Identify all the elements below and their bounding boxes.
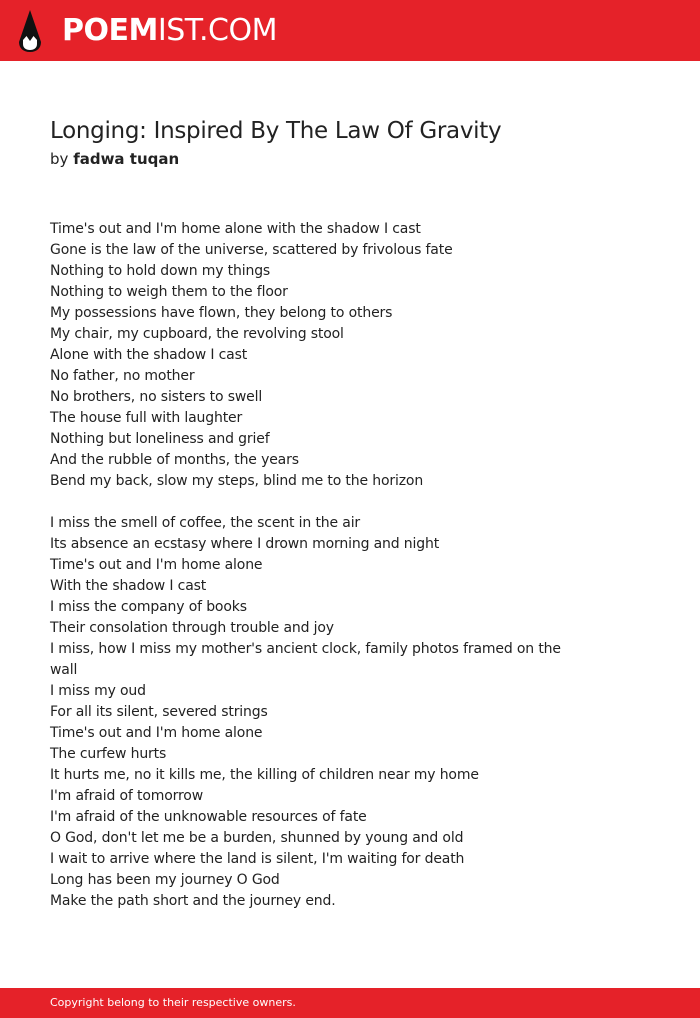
- poem-line: Nothing but loneliness and grief: [50, 431, 270, 447]
- poem-line: Its absence an ecstasy where I drown morning and night: [50, 536, 440, 552]
- poem-line: No brothers, no sisters to swell: [50, 389, 263, 405]
- poem-line: Bend my back, slow my steps, blind me to the horizon: [50, 473, 424, 489]
- by-label: by: [50, 150, 69, 168]
- poem-line: O God, don't let me be a burden, shunned by young and old: [50, 830, 464, 846]
- pencil-tip-icon: [18, 10, 42, 52]
- author-name: fadwa tuqan: [73, 150, 180, 168]
- poem-line: My chair, my cupboard, the revolving stool: [50, 326, 344, 342]
- poem-line: Nothing to weigh them to the floor: [50, 284, 288, 300]
- copyright-text: Copyright belong to their respective owners.: [50, 996, 296, 1009]
- poem-line: I miss, how I miss my mother's ancient clock, family photos framed on the wall: [50, 641, 561, 678]
- poem-line: It hurts me, no it kills me, the killing of children near my home: [50, 767, 479, 783]
- poem-line: The house full with laughter: [50, 410, 243, 426]
- poem-line: The curfew hurts: [50, 746, 167, 762]
- poem-line: Nothing to hold down my things: [50, 263, 271, 279]
- poem-line: For all its silent, severed strings: [50, 704, 268, 720]
- poem-line: Make the path short and the journey end.: [50, 893, 336, 909]
- poem-line: Time's out and I'm home alone: [50, 557, 263, 573]
- poem-line: I miss my oud: [50, 683, 146, 699]
- stanza: [50, 513, 570, 912]
- poem-line: I'm afraid of tomorrow: [50, 788, 204, 804]
- site-logo[interactable]: [62, 12, 277, 50]
- site-footer: [0, 988, 700, 1018]
- poem-line: I wait to arrive where the land is silent, I'm waiting for death: [50, 851, 465, 867]
- poem-title: Longing: Inspired By The Law Of Gravity: [50, 118, 502, 144]
- poem-line: With the shadow I cast: [50, 578, 207, 594]
- poem-line: Gone is the law of the universe, scattered by frivolous fate: [50, 242, 453, 258]
- poem-line: Alone with the shadow I cast: [50, 347, 248, 363]
- poem-line: I miss the company of books: [50, 599, 247, 615]
- poem-line: Time's out and I'm home alone: [50, 725, 263, 741]
- byline: [50, 148, 179, 170]
- poem-line: I miss the smell of coffee, the scent in the air: [50, 515, 361, 531]
- poem-line: No father, no mother: [50, 368, 195, 384]
- site-header: [0, 0, 700, 61]
- poem-line: Long has been my journey O God: [50, 872, 280, 888]
- poem-body: [50, 219, 570, 912]
- poem-line: My possessions have flown, they belong to others: [50, 305, 393, 321]
- poem-line: Their consolation through trouble and joy: [50, 620, 334, 636]
- poem-line: I'm afraid of the unknowable resources of fate: [50, 809, 367, 825]
- poem-line: And the rubble of months, the years: [50, 452, 299, 468]
- logo-light-text: IST.COM: [157, 13, 277, 48]
- logo-bold-text: POEM: [62, 13, 158, 48]
- poem-line: Time's out and I'm home alone with the shadow I cast: [50, 221, 421, 237]
- stanza: [50, 219, 570, 492]
